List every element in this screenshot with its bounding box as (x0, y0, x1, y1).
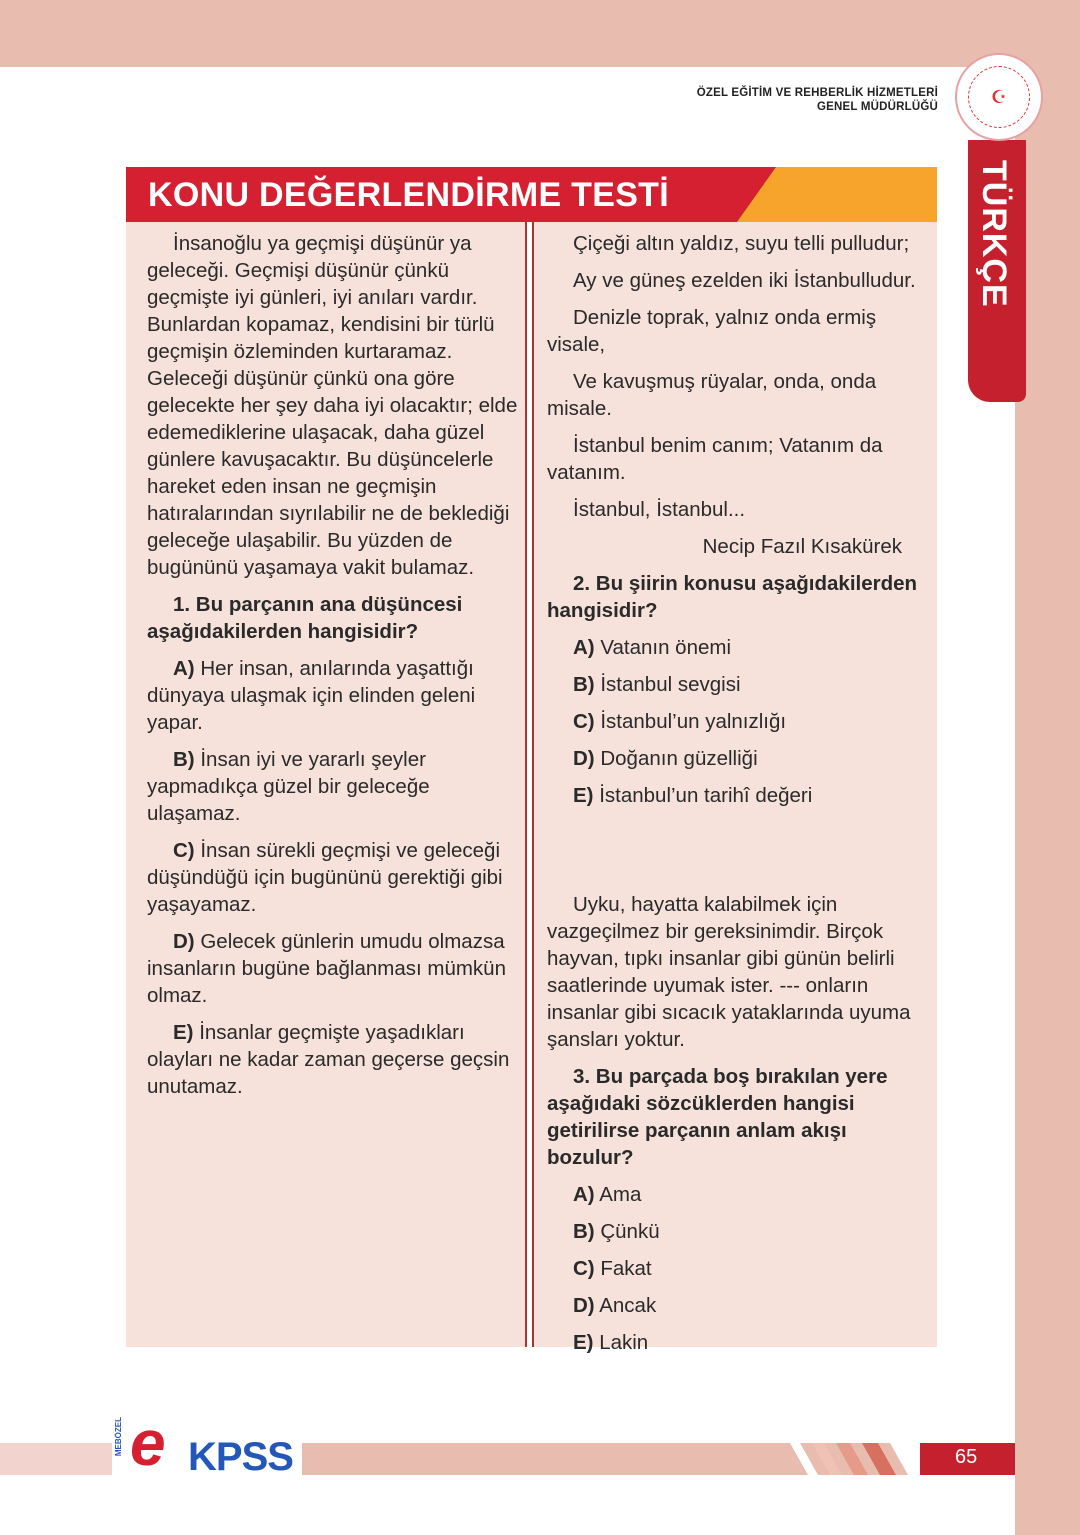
ekpss-logo (112, 1405, 302, 1480)
option-letter: B) (173, 748, 195, 771)
option-text: Lakin (599, 1331, 649, 1354)
option-text: İstanbul’un tarihî değeri (599, 784, 813, 807)
option-text: Gelecek günlerin umudu olmazsa insanların bugüne bağlanması mümkün olmaz. (147, 930, 506, 1007)
option-letter: E) (573, 1331, 594, 1354)
footer-left-shade (0, 1443, 130, 1475)
answer-option[interactable] (147, 655, 519, 736)
option-letter: B) (573, 1220, 595, 1243)
option-letter: A) (573, 1183, 595, 1206)
option-letter: C) (173, 839, 195, 862)
answer-option[interactable] (547, 671, 922, 698)
footer-stripes-decoration (790, 1443, 920, 1475)
top-band (0, 0, 1080, 67)
poem-line: İstanbul, İstanbul... (573, 498, 746, 521)
title-bar (126, 167, 937, 222)
option-text: Ama (599, 1183, 642, 1206)
logo-e: e (130, 1407, 166, 1479)
poem-line: Denizle toprak, yalnız onda ermiş visale, (547, 306, 877, 356)
option-letter: E) (573, 784, 594, 807)
answer-option[interactable] (547, 745, 922, 772)
option-text: İnsan sürekli geçmişi ve geleceği düşündüğü için bugününü gerektiği gibi yaşayamaz. (147, 839, 503, 916)
poem-line: Ve kavuşmuş rüyalar, onda, onda misale. (547, 370, 877, 420)
option-letter: C) (573, 710, 595, 733)
subject-label: TÜRKÇE (975, 160, 1013, 308)
option-text: Doğanın güzelliği (600, 747, 758, 770)
answer-option[interactable] (547, 1329, 922, 1356)
subject-ribbon (968, 140, 1026, 402)
question-2: 2. Bu şiirin konusu aşağıdakilerden hangisidir? (547, 572, 918, 622)
logo-mebozel: MEBÖZEL (114, 1417, 123, 1457)
answer-option[interactable] (547, 1181, 922, 1208)
question-3: 3. Bu parçada boş bırakılan yere aşağıdaki sözcüklerden hangisi getirilirse parçanın anlam akışı bozulur? (547, 1065, 888, 1169)
poem-line: İstanbul benim canım; Vatanım da vatanım. (547, 434, 883, 484)
answer-option[interactable] (547, 634, 922, 661)
passage-1: İnsanoğlu ya geçmişi düşünür ya geleceği. Geçmişi düşünür çünkü geçmişte iyi günleri, iyi anıları vardır. Bunlardan kopamaz, kendisini bir türlü geçmişin özleminden kurtaramaz. Geleceği düşünür çünkü ona göre gelecekte her şey daha iyi olacaktır; elde edemediklerine ulaşacak, daha güzel günlere kavuşacaktır. Bu düşüncelerle hareket eden insan ne geçmişin hatıralarından sıyrılabilir ne de beklediği geleceğe ulaşabilir. Bu yüzden de bugününü yaşamaya vakit bulamaz. (147, 232, 518, 579)
answer-option[interactable] (547, 1218, 922, 1245)
answer-option[interactable] (547, 782, 922, 809)
answer-option[interactable] (547, 1255, 922, 1282)
answer-option[interactable] (147, 837, 519, 918)
organization-name (697, 86, 938, 114)
option-letter: B) (573, 673, 595, 696)
option-letter: C) (573, 1257, 595, 1280)
logo-kpss: KPSS (188, 1435, 293, 1479)
option-letter: A) (173, 657, 195, 680)
answer-option[interactable] (547, 708, 922, 735)
question-1: 1. Bu parçanın ana düşüncesi aşağıdakilerden hangisidir? (147, 593, 463, 643)
answer-option[interactable] (147, 746, 519, 827)
poem-author: Necip Fazıl Kısakürek (702, 535, 902, 558)
org-line-1: ÖZEL EĞİTİM VE REHBERLİK HİZMETLERİ (696, 87, 938, 99)
column-divider (525, 222, 534, 1347)
option-letter: A) (573, 636, 595, 659)
org-line-2: GENEL MÜDÜRLÜĞÜ (817, 101, 938, 113)
answer-option[interactable] (547, 1292, 922, 1319)
option-text: Vatanın önemi (600, 636, 732, 659)
option-text: İnsan iyi ve yararlı şeyler yapmadıkça güzel bir geleceğe ulaşamaz. (147, 748, 430, 825)
page-number: 65 (955, 1446, 978, 1468)
poem-line: Çiçeği altın yaldız, suyu telli pulludur; (573, 232, 910, 255)
option-text: Her insan, anılarında yaşattığı dünyaya ulaşmak için elinden geleni yapar. (147, 657, 476, 734)
option-letter: E) (173, 1021, 194, 1044)
poem-line: Ay ve güneş ezelden iki İstanbulludur. (573, 269, 916, 292)
answer-option[interactable] (147, 1019, 519, 1100)
ministry-seal-logo (955, 53, 1043, 141)
right-column (547, 230, 922, 1366)
page-title: KONU DEĞERLENDİRME TESTİ (148, 176, 670, 214)
option-letter: D) (573, 747, 595, 770)
option-text: İnsanlar geçmişte yaşadıkları olayları ne kadar zaman geçerse geçsin unutamaz. (147, 1021, 510, 1098)
option-text: Ancak (599, 1294, 657, 1317)
option-text: Fakat (600, 1257, 652, 1280)
option-text: Çünkü (600, 1220, 660, 1243)
answer-option[interactable] (147, 928, 519, 1009)
option-letter: D) (573, 1294, 595, 1317)
seal-emblem-icon: ☪ (968, 66, 1030, 128)
passage-3: Uyku, hayatta kalabilmek için vazgeçilmez bir gereksinimdir. Birçok hayvan, tıpkı insanlar gibi günün belirli saatlerinde uyumak ister. --- onların insanlar gibi sıcacık yataklarında uyuma şansları yoktur. (547, 893, 911, 1051)
option-letter: D) (173, 930, 195, 953)
option-text: İstanbul sevgisi (600, 673, 741, 696)
left-column (147, 230, 519, 1110)
option-text: İstanbul’un yalnızlığı (600, 710, 787, 733)
